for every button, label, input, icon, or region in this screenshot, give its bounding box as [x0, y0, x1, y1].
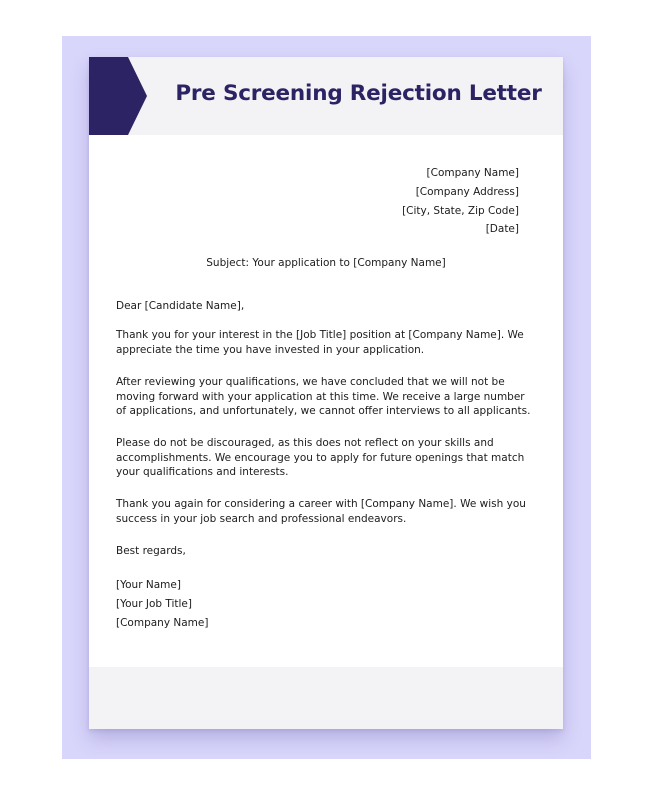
closing: Best regards, — [116, 545, 186, 557]
salutation: Dear [Candidate Name], — [116, 300, 245, 312]
letter-date: [Date] — [485, 223, 519, 236]
signature-job-title: [Your Job Title] — [116, 598, 192, 611]
paragraph-3: Please do not be discouraged, as this does not reflect on your skills and accomplishments. We encourage you to apply for future openings that match your qualifications and interests. — [116, 437, 525, 479]
paragraph-2: After reviewing your qualifications, we have concluded that we will not be moving forward with your application at this time. We receive a large number of applications, and unfortunately, we cannot offer interviews to all applicants. — [116, 376, 531, 418]
signature-block — [116, 576, 208, 634]
paragraph-4: Thank you again for considering a career with [Company Name]. We wish you success in your job search and professional endeavors. — [116, 498, 526, 525]
paragraph-1: Thank you for your interest in the [Job Title] position at [Company Name]. We appreciate the time you have invested in your application. — [116, 329, 524, 356]
letter-sheet — [89, 57, 563, 729]
sender-company-address: [Company Address] — [415, 185, 519, 198]
sender-city-state-zip: [City, State, Zip Code] — [402, 204, 519, 217]
signature-company: [Company Name] — [116, 617, 209, 630]
sender-address-block — [402, 164, 519, 239]
sender-company-name: [Company Name] — [426, 167, 519, 179]
footer-band — [89, 667, 563, 729]
subject-line: Subject: Your application to [Company Name] — [206, 257, 446, 269]
signature-name: [Your Name] — [116, 579, 181, 591]
letter-title: Pre Screening Rejection Letter — [175, 81, 542, 106]
header-band — [89, 57, 563, 135]
